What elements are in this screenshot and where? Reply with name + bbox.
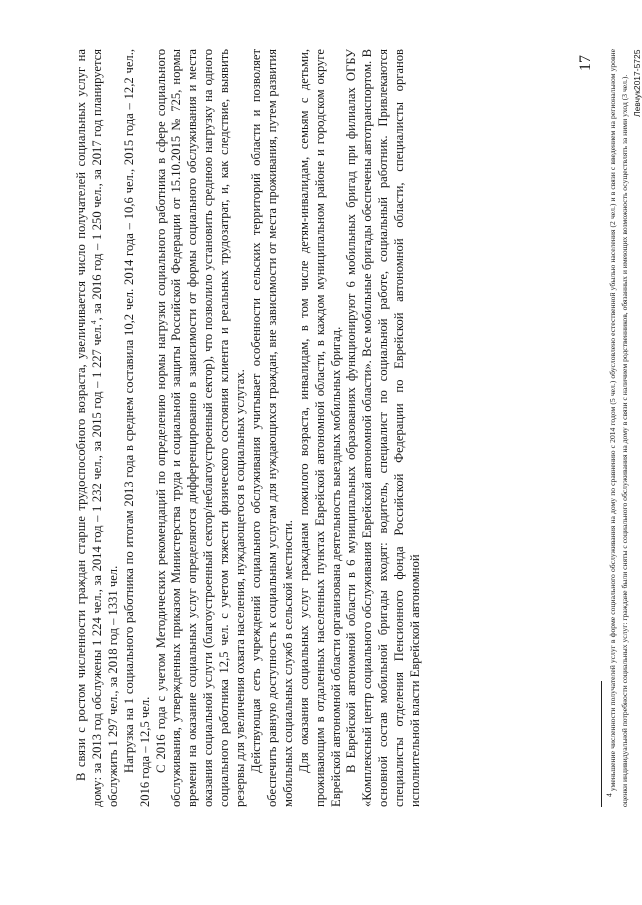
paragraph-text: В связи с ростом численности граждан старше трудоспособного возраста, увеличивается число получателей социальных услуг на дому: за 2013 год обслужены 1 224 чел., за 2014 год – 1 232 чел., за 2015 год – 1 227 чел.: [74, 49, 104, 807]
paragraph-workload: Нагрузка на 1 социального работника по итогам 2013 года в среднем составила 10,2 чел. 2014 года – 10,6 чел., 2015 года – 12,2 чел., 2016 года – 12,5 чел.: [121, 49, 152, 807]
footnote-reference: 4: [88, 320, 98, 325]
footnote-marker: 4: [604, 793, 614, 797]
paragraph-mobile-brigades: Для оказания социальных услуг гражданам пожилого возраста, инвалидам, в том числе детям-инвалидам, семьям с детьми, проживающим в отдаленных населенных пунктах Еврейской автономной области, в каждом муниципальном районе и городском округе Еврейской автономной области организована деятельность выездных мобильных бригад.: [296, 49, 343, 807]
page-number: 17: [577, 55, 594, 71]
paragraph-text-continued: , за 2016 год – 1 250 чел., за 2017 год планируется обслужить 1 297 чел., за 2018 год – 1331 чел.: [89, 49, 120, 807]
paragraph-recipients: [74, 49, 122, 807]
footnote: [604, 49, 630, 807]
footnote-text: уменьшение численности получателей услуг в форме социального обслуживания на дому по сравнению с 2014 годом (5 чел.) обусловлено естественной убылью населения (2 чел.) и в связи с введением на региональном уровне оценки индивидуальной потребности социальных услуг: граждане были сняты с социального обслуживания на дому в связи с наличием родственников, обязанных и имеющих возможность осуществлять за ними уход (3 чел.).: [608, 49, 629, 807]
footnote-divider: [601, 681, 602, 807]
document-code: Левчук2017-5725: [632, 49, 642, 117]
paragraph-norms: С 2016 года с учетом Методических рекомендаций по определению нормы нагрузки социального работника в сфере социального обслуживания, утвержденных приказом Министерства труда и социальной защиты Российской Федерации от 15.10.2015 № 725, нормы времени на оказание социальных услуг определяются дифференцированно в зависимости от формы социального обслуживания и места оказания социальной услуги (благоустроенный сектор/неблагоустроенный сектор), что позволило установить среднюю нагрузку на одного социального работника 12,5 чел. с учетом тяжести физического состояния клиента и реальных трудозатрат, и, как следствие, выявить резервы для увеличения охвата населения, нуждающегося в социальных услугах.: [153, 49, 248, 807]
paragraph-jao-brigades: В Еврейской автономной области в 6 муниципальных образованиях функционируют 6 мобильных бригад при филиалах ОГБУ «Комплексный центр социального обслуживания Еврейской автономной области». Все мобильные бригады обеспечены автотранспортом. В основной состав мобильной бригады входят: водитель, специалист по социальной работе, социальный работник. Привлекаются специалисты отделения Пенсионного фонда Российской Федерации по Еврейской автономной области, специалисты органов исполнительной власти Еврейской автономной: [344, 49, 423, 807]
body-text: [74, 49, 424, 807]
paragraph-network: Действующая сеть учреждений социального обслуживания учитывает особенности сельских территорий области и позволяет обеспечить равную доступность к социальным услугам для нуждающихся граждан, вне зависимости от места проживания, путем развития мобильных социальных служб в сельской местности.: [248, 49, 295, 807]
